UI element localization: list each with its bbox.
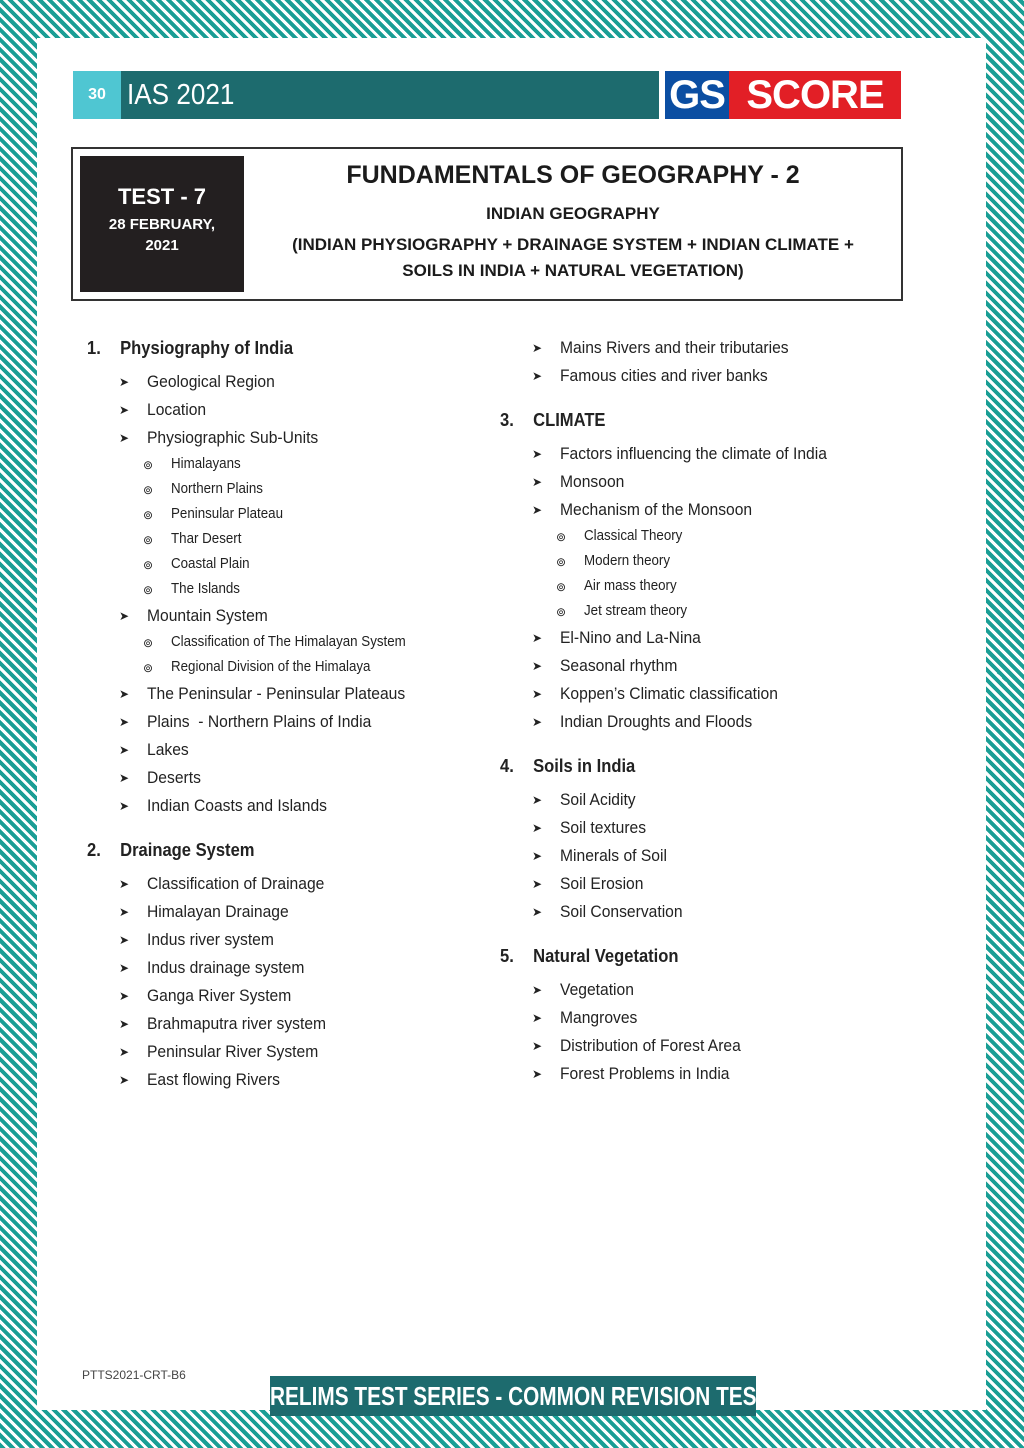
list-item: ➤ Mains Rivers and their tributaries — [532, 338, 789, 357]
arrow-bullet-icon: ➤ — [532, 687, 543, 701]
section-name: Drainage System — [120, 840, 255, 860]
list-item: ➤ Classification of Drainage — [119, 874, 325, 893]
list-item: ➤ Lakes — [119, 740, 189, 759]
arrow-bullet-icon: ➤ — [532, 715, 543, 729]
list-item: ➤ Forest Problems in India — [532, 1064, 730, 1083]
arrow-bullet-icon: ➤ — [119, 877, 130, 891]
section-title — [87, 840, 455, 874]
arrow-bullet-icon: ➤ — [119, 905, 130, 919]
list-item: ➤ East flowing Rivers — [119, 1070, 280, 1089]
list-item: ➤ Ganga River System — [119, 986, 292, 1005]
header-title: IAS 2021 — [127, 79, 235, 111]
arrow-bullet-icon: ➤ — [532, 1039, 543, 1053]
section-number: 2. — [87, 840, 101, 860]
arrow-bullet-icon: ➤ — [119, 1073, 130, 1087]
topic-title: FUNDAMENTALS OF GEOGRAPHY - 2 — [346, 161, 800, 189]
list-item: ➤ Distribution of Forest Area — [532, 1036, 741, 1055]
sub-list-item: ⊚ Coastal Plain — [143, 556, 250, 572]
arrow-bullet-icon: ➤ — [119, 715, 130, 729]
list-item: ➤ Indian Coasts and Islands — [119, 796, 327, 815]
arrow-bullet-icon: ➤ — [532, 447, 543, 461]
sub-list-item: ⊚ Jet stream theory — [556, 603, 688, 619]
test-heading — [245, 149, 901, 284]
list-item: ➤ Physiographic Sub-Units — [119, 428, 319, 447]
section-name: Physiography of India — [120, 338, 294, 358]
arrow-bullet-icon: ➤ — [119, 687, 130, 701]
logo-score: SCORE — [729, 71, 901, 119]
list-item: ➤ Monsoon — [532, 472, 625, 491]
sub-list-item: ⊚ The Islands — [143, 581, 240, 597]
sub-list-item: ⊚ Classical Theory — [556, 528, 683, 544]
topic-description: (INDIAN PHYSIOGRAPHY + DRAINAGE SYSTEM + INDIAN CLIMATE + SOILS IN INDIA + NATURAL VEGETATION) — [292, 235, 854, 280]
arrow-bullet-icon: ➤ — [532, 341, 543, 355]
arrow-bullet-icon: ➤ — [119, 431, 130, 445]
list-item: ➤ Geological Region — [119, 372, 275, 391]
sub-list-item: ⊚ Himalayans — [143, 456, 241, 472]
list-item: ➤ Soil Acidity — [532, 790, 636, 809]
circle-bullet-icon: ⊚ — [143, 533, 154, 547]
section-title — [500, 410, 896, 444]
arrow-bullet-icon: ➤ — [532, 821, 543, 835]
sub-list-item: ⊚ Peninsular Plateau — [143, 506, 283, 522]
arrow-bullet-icon: ➤ — [532, 503, 543, 517]
arrow-bullet-icon: ➤ — [119, 933, 130, 947]
list-item: ➤ Himalayan Drainage — [119, 902, 289, 921]
circle-bullet-icon: ⊚ — [143, 661, 154, 675]
arrow-bullet-icon: ➤ — [532, 1067, 543, 1081]
list-item: ➤ Location — [119, 400, 207, 419]
arrow-bullet-icon: ➤ — [119, 743, 130, 757]
section-name: Soils in India — [533, 756, 636, 776]
sub-list-item: ⊚ Thar Desert — [143, 531, 242, 547]
circle-bullet-icon: ⊚ — [143, 508, 154, 522]
sub-list-item: ⊚ Regional Division of the Himalaya — [143, 659, 371, 675]
circle-bullet-icon: ⊚ — [143, 558, 154, 572]
section-number: 1. — [87, 338, 101, 358]
circle-bullet-icon: ⊚ — [556, 555, 567, 569]
section-number: 5. — [500, 946, 514, 966]
arrow-bullet-icon: ➤ — [532, 905, 543, 919]
arrow-bullet-icon: ➤ — [119, 989, 130, 1003]
arrow-bullet-icon: ➤ — [532, 793, 543, 807]
list-item: ➤ Famous cities and river banks — [532, 366, 768, 385]
arrow-bullet-icon: ➤ — [532, 1011, 543, 1025]
arrow-bullet-icon: ➤ — [532, 369, 543, 383]
circle-bullet-icon: ⊚ — [556, 580, 567, 594]
sub-list-item: ⊚ Classification of The Himalayan System — [143, 634, 406, 650]
circle-bullet-icon: ⊚ — [143, 458, 154, 472]
arrow-bullet-icon: ➤ — [532, 849, 543, 863]
list-item: ➤ Indus river system — [119, 930, 274, 949]
list-item: ➤ Mechanism of the Monsoon — [532, 500, 753, 519]
list-item: ➤ Minerals of Soil — [532, 846, 667, 865]
list-item: ➤ Brahmaputra river system — [119, 1014, 327, 1033]
list-item: ➤ Soil textures — [532, 818, 647, 837]
section-title — [87, 338, 455, 372]
test-date — [80, 214, 244, 256]
list-item: ➤ Indus drainage system — [119, 958, 305, 977]
circle-bullet-icon: ⊚ — [556, 605, 567, 619]
test-date-line1: 28 FEBRUARY, — [108, 216, 216, 233]
sub-list-item: ⊚ Modern theory — [556, 553, 671, 569]
arrow-bullet-icon: ➤ — [119, 771, 130, 785]
header-bar — [121, 71, 659, 119]
section-name: CLIMATE — [533, 410, 606, 430]
footer-series-text: PRELIMS TEST SERIES - COMMON REVISION TEST — [256, 1380, 770, 1411]
list-item: ➤ Seasonal rhythm — [532, 656, 678, 675]
footer-series-banner — [256, 1376, 770, 1416]
footer-code: PTTS2021-CRT-B6 — [82, 1368, 186, 1382]
list-item: ➤ Mangroves — [532, 1008, 638, 1027]
list-item: ➤ Peninsular River System — [119, 1042, 319, 1061]
topic-subtitle: INDIAN GEOGRAPHY — [486, 204, 660, 223]
list-item: ➤ El-Nino and La-Nina — [532, 628, 701, 647]
sub-list-item: ⊚ Air mass theory — [556, 578, 677, 594]
right-column — [500, 338, 930, 1092]
arrow-bullet-icon: ➤ — [119, 609, 130, 623]
list-item: ➤ The Peninsular - Peninsular Plateaus — [119, 684, 406, 703]
logo-gs: GS — [665, 71, 729, 119]
arrow-bullet-icon: ➤ — [532, 475, 543, 489]
arrow-bullet-icon: ➤ — [119, 403, 130, 417]
circle-bullet-icon: ⊚ — [143, 636, 154, 650]
test-number: TEST - 7 — [117, 184, 206, 209]
arrow-bullet-icon: ➤ — [532, 659, 543, 673]
circle-bullet-icon: ⊚ — [556, 530, 567, 544]
arrow-bullet-icon: ➤ — [119, 961, 130, 975]
sub-list-item: ⊚ Northern Plains — [143, 481, 263, 497]
arrow-bullet-icon: ➤ — [532, 983, 543, 997]
list-item: ➤ Koppen’s Climatic classification — [532, 684, 778, 703]
test-label-box — [80, 156, 244, 292]
section-number: 3. — [500, 410, 514, 430]
section-number: 4. — [500, 756, 514, 776]
arrow-bullet-icon: ➤ — [119, 1017, 130, 1031]
section-title — [500, 756, 896, 790]
section-title — [500, 946, 896, 980]
section-name: Natural Vegetation — [533, 946, 679, 966]
list-item: ➤ Mountain System — [119, 606, 268, 625]
list-item: ➤ Plains - Northern Plains of India — [119, 712, 372, 731]
list-item: ➤ Factors influencing the climate of India — [532, 444, 827, 463]
arrow-bullet-icon: ➤ — [532, 877, 543, 891]
page-number: 30 — [73, 71, 121, 119]
list-item: ➤ Indian Droughts and Floods — [532, 712, 753, 731]
circle-bullet-icon: ⊚ — [143, 583, 154, 597]
arrow-bullet-icon: ➤ — [119, 375, 130, 389]
list-item: ➤ Vegetation — [532, 980, 634, 999]
list-item: ➤ Soil Conservation — [532, 902, 683, 921]
list-item: ➤ Soil Erosion — [532, 874, 644, 893]
gs-score-logo — [665, 71, 901, 119]
test-info-box — [71, 147, 903, 301]
circle-bullet-icon: ⊚ — [143, 483, 154, 497]
left-column — [87, 338, 487, 1098]
arrow-bullet-icon: ➤ — [119, 1045, 130, 1059]
arrow-bullet-icon: ➤ — [119, 799, 130, 813]
test-date-line2: 2021 — [145, 237, 179, 254]
page — [37, 38, 986, 1410]
list-item: ➤ Deserts — [119, 768, 201, 787]
arrow-bullet-icon: ➤ — [532, 631, 543, 645]
